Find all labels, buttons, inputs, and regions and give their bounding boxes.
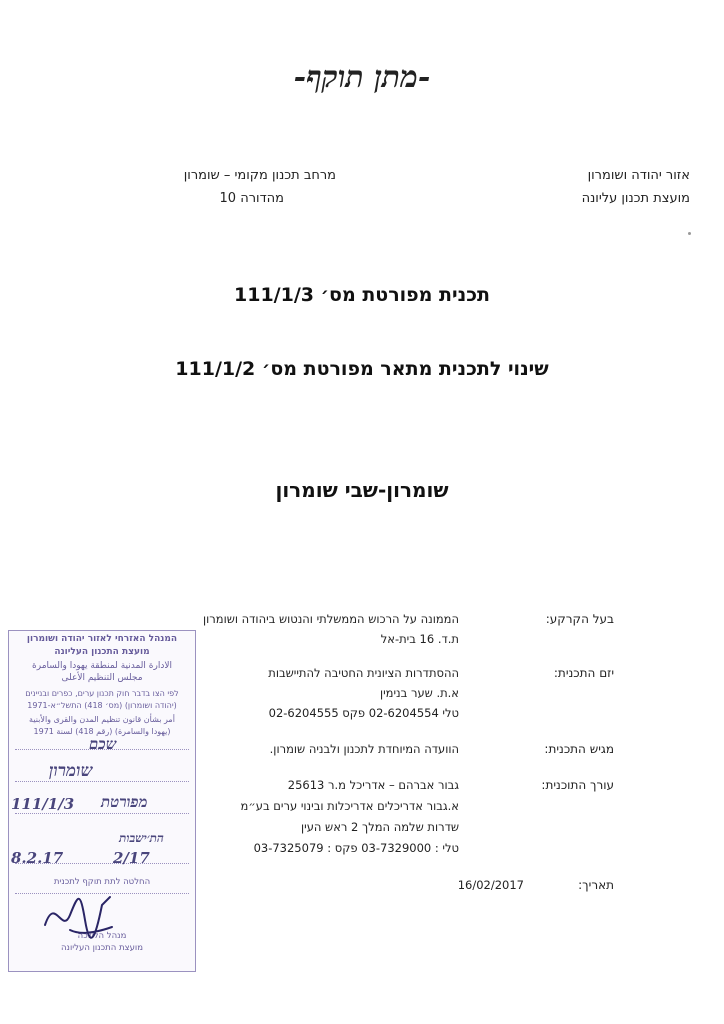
stamp-line-9: החלטה לתת תוקף לתכנית — [53, 877, 151, 887]
submitter-line-1: הוועדה המיוחדת לתכנון ולבניה שומרון. — [269, 742, 459, 756]
header-edition: מהדורה 10 — [219, 191, 284, 206]
stamp-line-4: مجلس التنظيم الأعلى — [61, 673, 143, 683]
document-heading: -מתן תוקף- — [293, 60, 431, 95]
initiator-line-3: טלי 02-6204554 פקס 02-6204555 — [268, 706, 459, 720]
stamp-line-8: (يهودا والسامرة) (رقم 418) لسنة 1971 — [33, 727, 171, 736]
plan-title: תכנית מפורטת מס׳ 111/1/3 — [234, 284, 490, 306]
stamp-handwritten-district: שכם — [89, 735, 117, 753]
owner-label: בעל הקרקע: — [545, 612, 614, 626]
header-council: מועצת תכנון עליונה — [581, 191, 690, 206]
scan-speck — [688, 232, 691, 235]
stamp-line-3: الادارة المدنية لمنطقة يهودا والسامرة — [32, 661, 172, 671]
stamp-handwritten-decision: 2/17 — [113, 849, 150, 867]
initiator-label: יזם התכנית: — [553, 666, 614, 680]
stamp-handwritten-note: הת׳ישבות — [119, 831, 164, 845]
signature-icon — [40, 885, 120, 945]
stamp-line-10: מנהל הלשכה — [77, 931, 127, 941]
author-line-1: גבור אברהם – אדריכל מ.ר 25613 — [287, 778, 459, 792]
author-line-4: טלי : 03-7329000 פקס : 03-7325079 — [253, 841, 459, 855]
date-label: תאריך: — [578, 878, 614, 892]
owner-line-1: הממונה על הרכוש הממשלתי והנטוש ביהודה ושומרון — [203, 612, 459, 626]
stamp-line-7: أمر بشأن قانون تنظيم المدن والقرى والأبنية — [29, 715, 175, 724]
author-label: עורך התוכנית: — [541, 778, 614, 792]
change-title: שינוי לתכנית מתאר מפורטת מס׳ 111/1/2 — [175, 358, 549, 380]
stamp-handwritten-plan-number: 111/1/3 — [11, 795, 75, 813]
header-region: אזור יהודה ושומרון — [587, 168, 690, 183]
stamp-line-6: (יהודה ושומרון) (מס׳ 418) התשל״א-1971 — [27, 701, 177, 710]
stamp-handwritten-type: מפורטת — [101, 793, 148, 811]
stamp-line-11: מועצת התכנון העליונה — [61, 943, 143, 953]
stamp-line-2: מועצת התכנון העליונה — [54, 647, 150, 657]
initiator-line-2: א.ת. שער בנימין — [379, 686, 459, 700]
stamp-rule — [15, 813, 189, 814]
author-line-3: שדרות שלמה המלך 2 ראש העין — [300, 820, 459, 834]
stamp-handwritten-area: שומרון — [49, 761, 93, 781]
stamp-line-1: המנהל האזרחי לאזור יהודה ושומרון — [26, 634, 178, 644]
date-value: 16/02/2017 — [457, 878, 524, 892]
author-line-2: א.גבור אדריכלים אדריכלות ובינוי ערים בע״מ — [240, 799, 459, 813]
stamp-handwritten-date: 8.2.17 — [11, 849, 64, 867]
header-planning-area: מרחב תכנון מקומי – שומרון — [183, 168, 336, 183]
stamp-rule — [15, 781, 189, 782]
place-title: שומרון-שבי שומרון — [275, 478, 449, 502]
initiator-line-1: ההסתדרות הציונית החטיבה להתיישבות — [268, 666, 459, 680]
owner-line-2: ת.ד. 16 בית-אל — [380, 632, 459, 646]
stamp-line-5: לפי הצו בדבר חוק תכנון ערים, כפרים ובניינים — [25, 689, 179, 698]
submitter-label: מגיש התכנית: — [544, 742, 614, 756]
